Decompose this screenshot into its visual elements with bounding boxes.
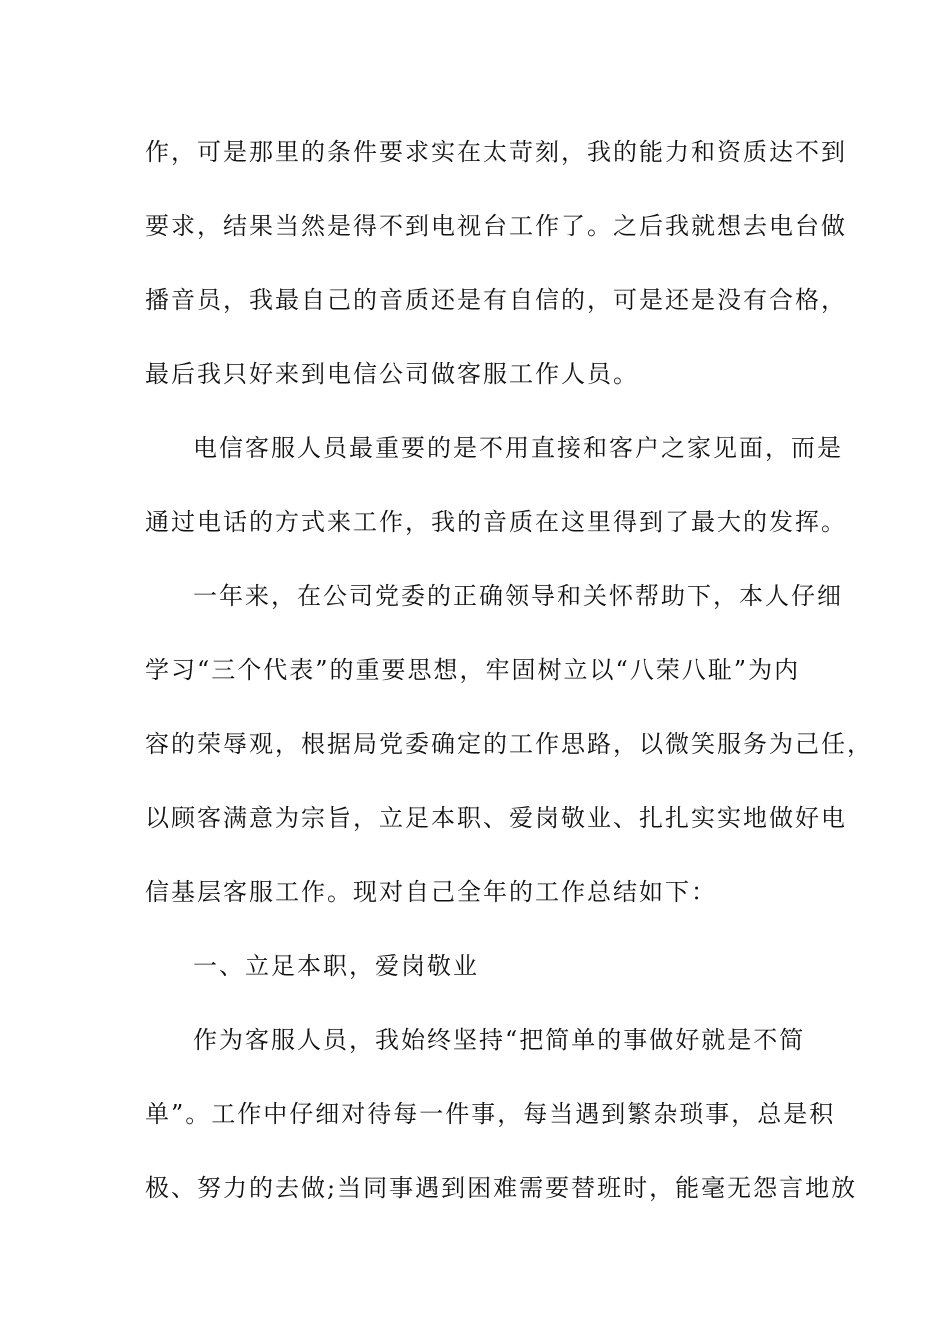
- text-line: 容的荣辱观，根据局党委确定的工作思路，以微笑服务为己任，: [145, 730, 873, 758]
- text-line: 最后我只好来到电信公司做客服工作人员。: [145, 360, 639, 388]
- text-line: 通过电话的方式来工作，我的音质在这里得到了最大的发挥。: [145, 508, 847, 536]
- text-line: 以顾客满意为宗旨，立足本职、爱岗敬业、扎扎实实地做好电: [145, 804, 847, 832]
- paragraph-start-line: 作为客服人员，我始终坚持“把简单的事做好就是不简: [193, 1026, 806, 1054]
- paragraph-start-line: 电信客服人员最重要的是不用直接和客户之家见面，而是: [193, 434, 843, 462]
- text-line: 单”。工作中仔细对待每一件事，每当遇到繁杂琐事，总是积: [145, 1100, 836, 1128]
- section-heading: 一、立足本职，爱岗敬业: [193, 952, 479, 980]
- text-line: 要求，结果当然是得不到电视台工作了。之后我就想去电台做: [145, 212, 847, 240]
- text-line: 信基层客服工作。现对自己全年的工作总结如下：: [145, 878, 717, 906]
- text-line: 学习“三个代表”的重要思想，牢固树立以“八荣八耻”为内: [145, 656, 801, 684]
- text-line: 极、努力的去做;当同事遇到困难需要替班时，能毫无怨言地放: [145, 1174, 858, 1202]
- text-line: 播音员，我最自己的音质还是有自信的，可是还是没有合格，: [145, 286, 847, 314]
- text-line: 作，可是那里的条件要求实在太苛刻，我的能力和资质达不到: [145, 138, 847, 166]
- paragraph-start-line: 一年来，在公司党委的正确领导和关怀帮助下，本人仔细: [193, 582, 843, 610]
